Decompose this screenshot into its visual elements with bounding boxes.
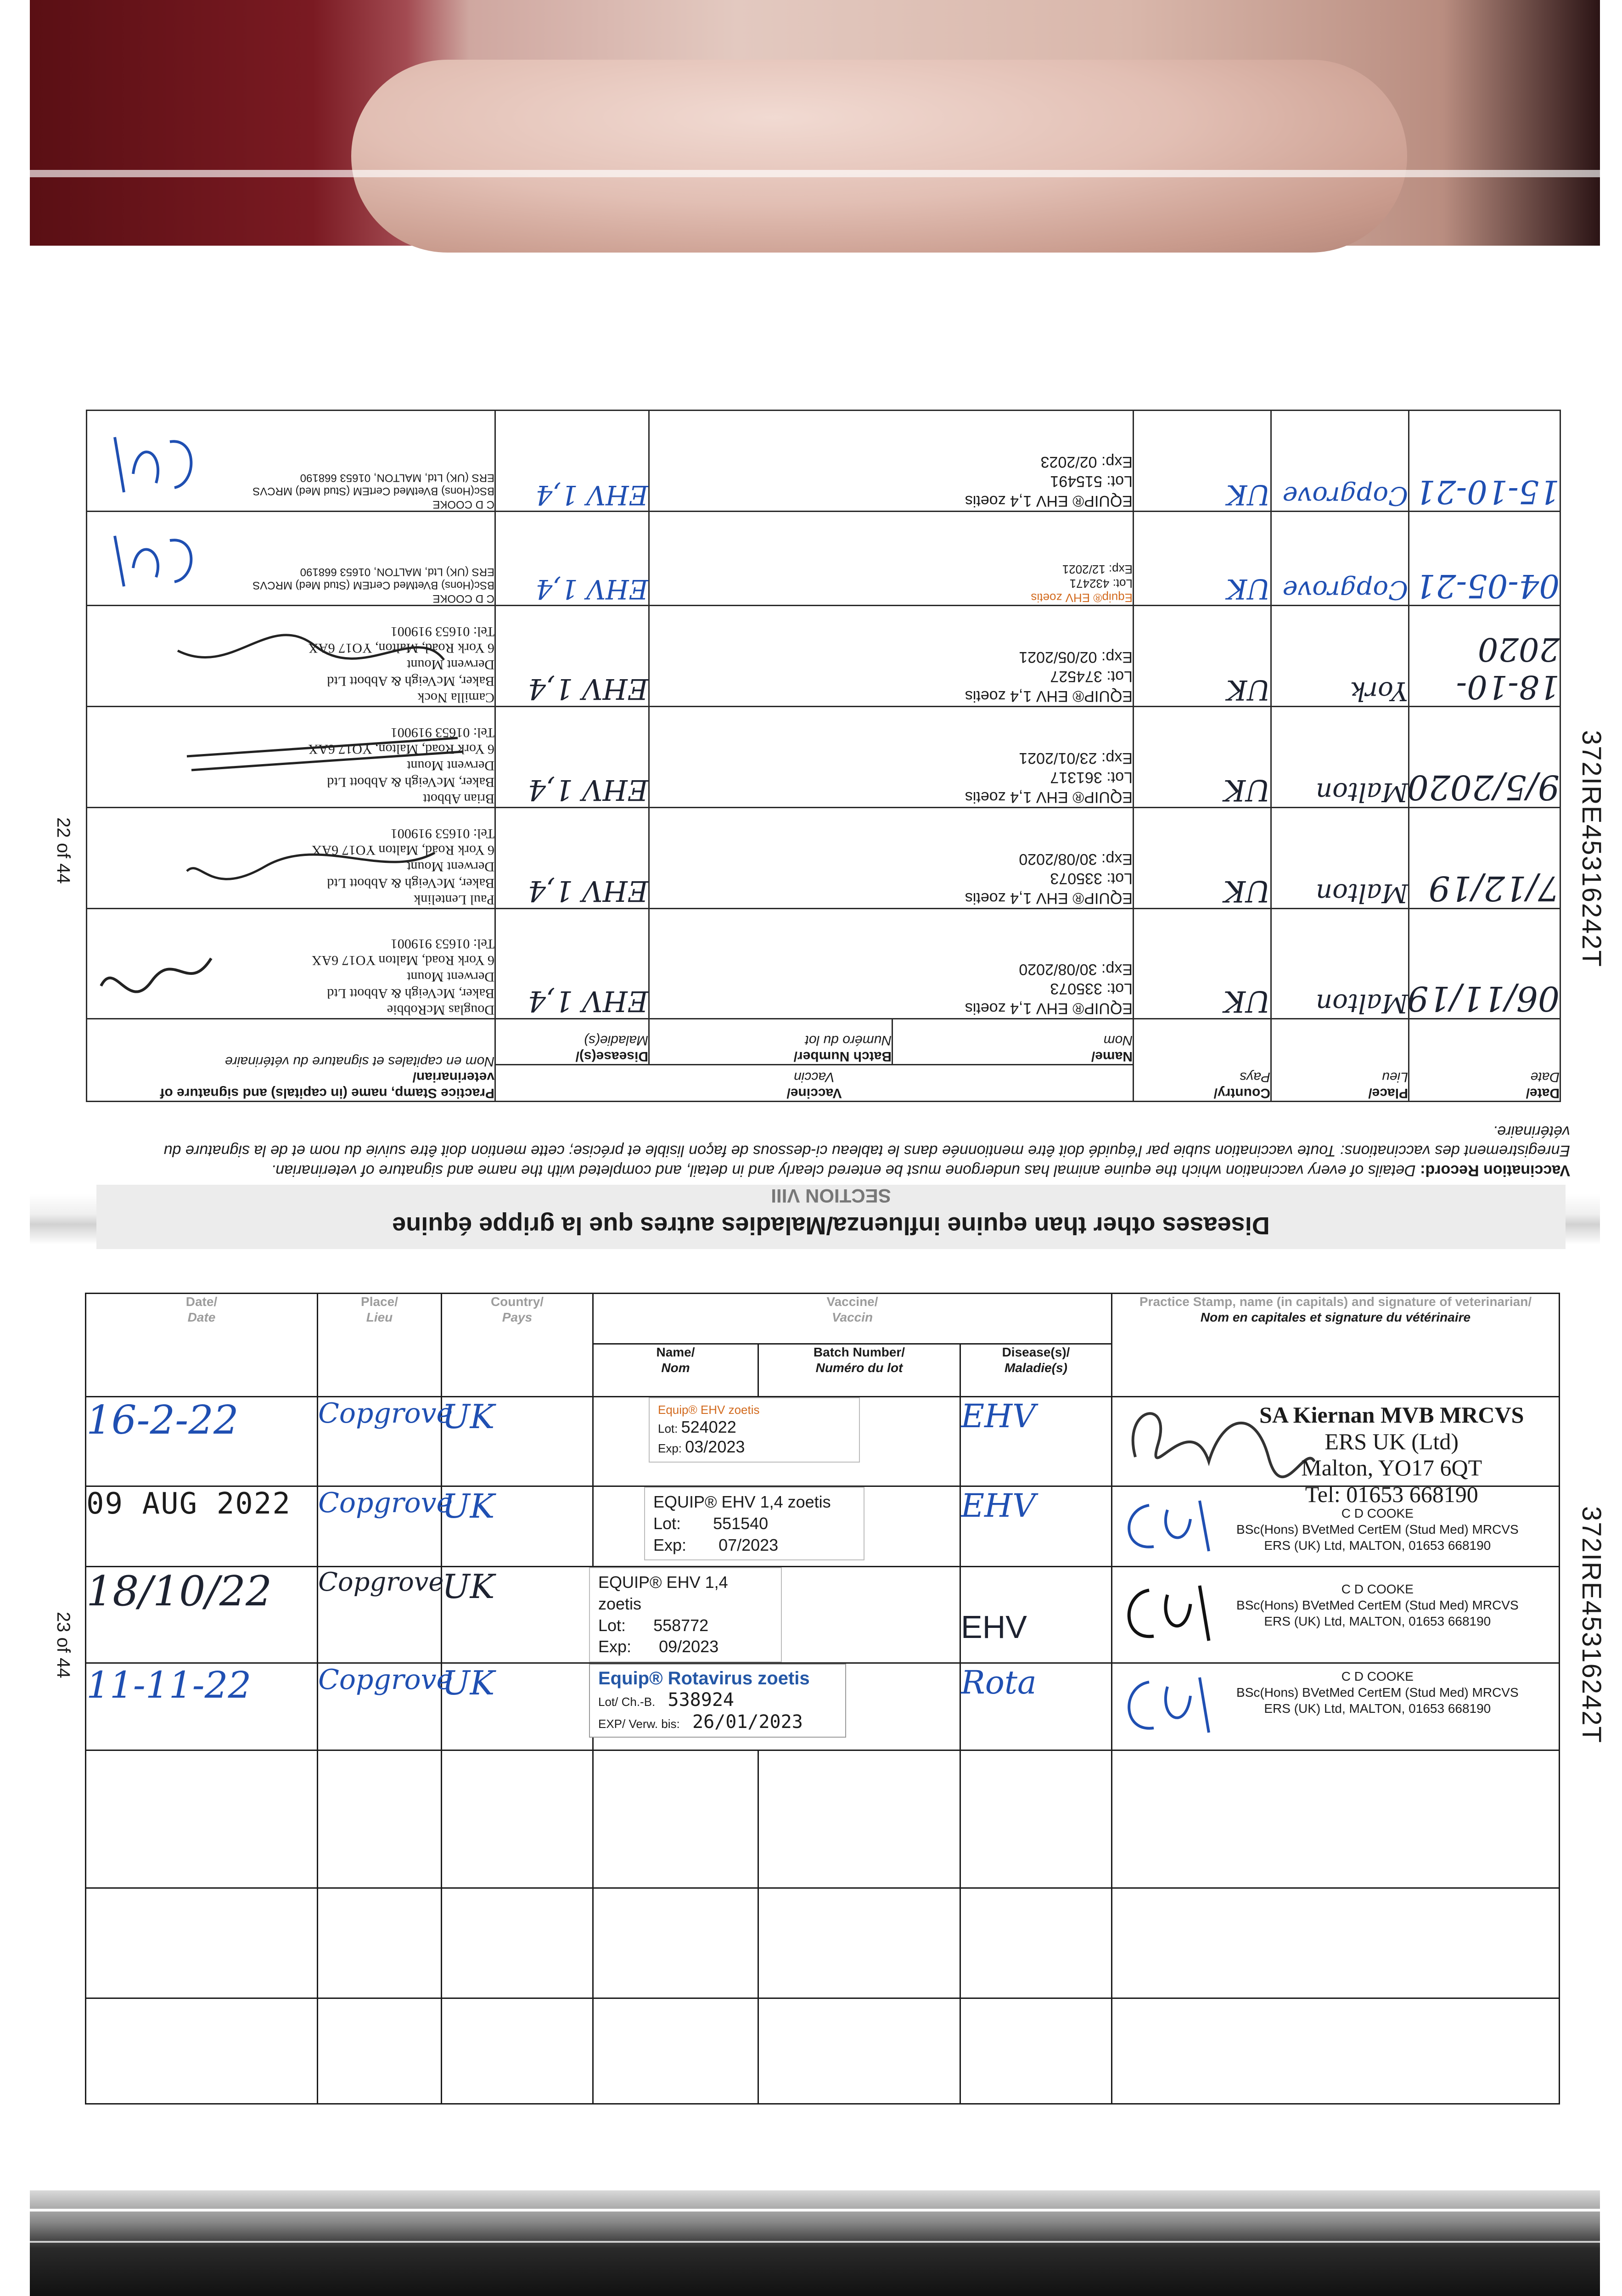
lot-label: Lot: — [1106, 769, 1133, 787]
header-disease: Disease(s)/ Maladie(s) — [960, 1344, 1112, 1397]
vet-stamp — [87, 707, 495, 808]
cell-disease: EHV 1,4 — [495, 808, 649, 909]
lot-number: 432471 — [1069, 576, 1110, 591]
exp-date: 30/08/2020 — [1019, 961, 1097, 978]
signature — [101, 428, 202, 501]
vet-stamp — [87, 909, 495, 1019]
header-date: Date/ Date — [1409, 1019, 1560, 1102]
lot-number: 361317 — [1050, 769, 1102, 787]
stamp-line: C D COOKE — [1341, 1582, 1414, 1596]
stamp-line: Derwent Mount — [407, 969, 494, 985]
passport-code-page23: 372IRE45316242T — [1577, 1506, 1606, 1744]
signature — [182, 724, 467, 788]
stamp-line: BSc(Hons) BVetMed CertEM (Stud Med) MRCVS — [1236, 1522, 1519, 1536]
table-row — [86, 1397, 1560, 1486]
cell-country: UK — [1134, 808, 1271, 909]
cell-date: 18-10-2020 — [1409, 606, 1560, 707]
cell-place: York — [1271, 606, 1409, 707]
cell-place: Copgrove — [1271, 512, 1409, 606]
cell-place: Malton — [1271, 808, 1409, 909]
signature — [1117, 1491, 1223, 1560]
exp-label: Exp: — [658, 1441, 682, 1456]
stamp-line: Malton, YO17 6QT — [1301, 1455, 1482, 1480]
table-row — [87, 707, 1560, 808]
stamp-line: ERS (UK) Ltd, MALTON, 01653 668190 — [1264, 1614, 1491, 1628]
cell-date: 09 AUG 2022 — [86, 1486, 318, 1567]
cell-disease: EHV — [960, 1486, 1112, 1567]
stamp-line: ERS (UK) Ltd, MALTON, 01653 668190 — [300, 566, 494, 579]
exp-label: Exp: — [1101, 749, 1133, 767]
cell-place: Copgrove — [318, 1663, 442, 1750]
cell-date: 15-10-21 — [1409, 411, 1560, 512]
lot-label: Lot: — [598, 1615, 626, 1635]
stamp-line: ERS (UK) Ltd, MALTON, 01653 668190 — [1264, 1538, 1491, 1553]
header-country: Country/ Pays — [1134, 1019, 1271, 1102]
header-date: Date/ Date — [86, 1294, 318, 1397]
vaccination-record-caption — [101, 1093, 1570, 1180]
vaccine-sticker — [649, 909, 1134, 1019]
bottom-scan-band — [30, 2190, 1600, 2296]
exp-label: EXP/ Verw. bis: — [598, 1717, 680, 1731]
stamp-line: Baker, McVeigh & Abbott Ltd — [327, 674, 494, 689]
signature — [182, 830, 439, 885]
vet-stamp — [1112, 1486, 1560, 1567]
header-batch: Batch Number/ Numéro du lot — [758, 1344, 960, 1397]
vet-stamp — [1112, 1663, 1560, 1750]
vaccine-sticker — [649, 707, 1134, 808]
stamp-line: ERS (UK) Ltd, MALTON, 01653 668190 — [300, 472, 494, 484]
cell-country: UK — [442, 1397, 593, 1486]
stamp-line: Tel: 01653 919001 — [390, 826, 494, 841]
cell-disease: EHV — [960, 1567, 1112, 1663]
header-vaccine: Vaccine/ Vaccin — [495, 1065, 1134, 1102]
lot-number: 515491 — [1050, 473, 1102, 490]
stamp-line: 6 York Road, Malton, YO17 6AX — [308, 641, 494, 656]
table-row-empty — [86, 1998, 1560, 2104]
exp-label: Exp: — [653, 1535, 687, 1554]
vaccine-sticker — [593, 1397, 960, 1486]
signature — [101, 527, 202, 596]
lot-label: Lot: — [1106, 668, 1133, 686]
table-row — [86, 1486, 1560, 1567]
top-photo-band — [30, 0, 1600, 246]
header-place: Place/ Lieu — [1271, 1019, 1409, 1102]
exp-label: Exp: — [1101, 648, 1133, 666]
table-row — [87, 808, 1560, 909]
stamp-line: Douglas McRobbie — [387, 1002, 494, 1018]
vet-stamp — [1112, 1397, 1560, 1507]
cell-country: UK — [1134, 606, 1271, 707]
exp-label: Exp: — [1108, 562, 1133, 576]
header-batch: Batch Number/ Numéro du lot — [649, 1019, 892, 1065]
vet-stamp — [87, 808, 495, 909]
vet-stamp — [87, 512, 495, 606]
cell-date: 7/12/19 — [1409, 808, 1560, 909]
stamp-line: ERS (UK) Ltd, MALTON, 01653 668190 — [1264, 1701, 1491, 1716]
stamp-line: Paul Lentelink — [414, 892, 494, 907]
header-name: Name/ Nom — [892, 1019, 1134, 1065]
exp-date: 02/05/2021 — [1019, 648, 1097, 666]
stamp-line: Brian Abbott — [423, 791, 494, 806]
stamp-line: Camilla Nock — [417, 690, 494, 705]
cell-disease: EHV 1,4 — [495, 909, 649, 1019]
vaccine-sticker — [649, 808, 1134, 909]
cell-date: 04-05-21 — [1409, 512, 1560, 606]
vaccination-table-page22 — [86, 410, 1561, 1102]
lot-number: 538924 — [668, 1689, 735, 1711]
vaccine-name: Equip® Rotavirus zoetis — [598, 1668, 810, 1689]
vaccine-sticker — [649, 606, 1134, 707]
exp-date: 23/01/2021 — [1019, 749, 1097, 767]
stamp-line: Derwent Mount — [407, 859, 494, 874]
stamp-line: BSc(Hons) BVetMed CertEM (Stud Med) MRCVS — [1236, 1685, 1519, 1700]
header-vaccine: Vaccine/ Vaccin — [593, 1294, 1112, 1344]
signature — [168, 619, 453, 687]
table-row — [87, 606, 1560, 707]
header-place: Place/ Lieu — [318, 1294, 442, 1397]
lot-number: 335073 — [1050, 980, 1102, 998]
cell-country: UK — [1134, 909, 1271, 1019]
exp-date: 30/08/2020 — [1019, 850, 1097, 868]
header-vet: Practice Stamp, name (in capitals) and signature of veterinarian/ Nom en capitales et signature du vétérinaire — [87, 1019, 495, 1102]
page-number-22: 22 of 44 — [53, 817, 73, 884]
stamp-line: Derwent Mount — [407, 758, 494, 773]
exp-label: Exp: — [1101, 850, 1133, 868]
vaccine-name: EQUIP® EHV 1,4 zoetis — [965, 889, 1133, 907]
lot-number: 551540 — [713, 1514, 769, 1533]
stamp-line: ERS UK (Ltd) — [1325, 1428, 1459, 1454]
exp-date: 07/2023 — [718, 1535, 779, 1554]
stamp-line: 6 York Road, Malton YO17 6AX — [311, 843, 494, 858]
page-23-table-area — [85, 1293, 1559, 2193]
section-title: Diseases other than equine influenza/Maladies autres que la grippe équine — [392, 1212, 1270, 1239]
stamp-line: 6 York Road, Malton, YO17 6AX — [308, 742, 494, 757]
stamp-line: Tel: 01653 919001 — [390, 725, 494, 740]
cell-place: Copgrove — [1271, 411, 1409, 512]
lot-label: Lot: — [653, 1514, 681, 1533]
lot-label: Lot: — [1106, 473, 1133, 490]
header-name: Name/ Nom — [593, 1344, 758, 1397]
exp-label: Exp: — [1101, 961, 1133, 978]
vaccine-sticker — [593, 1567, 960, 1663]
lot-number: 335073 — [1050, 870, 1102, 888]
table-row-empty — [86, 1888, 1560, 1998]
section-heading — [96, 1185, 1566, 1249]
stamp-line: C D COOKE — [1341, 1506, 1414, 1520]
vaccine-name: EQUIP® EHV 1,4 zoetis — [965, 1000, 1133, 1017]
header-vet: Practice Stamp, name (in capitals) and signature of veterinarian/ Nom en capitales et signature du vétérinaire — [1112, 1294, 1560, 1397]
cell-disease: EHV 1,4 — [495, 606, 649, 707]
vet-stamp — [87, 606, 495, 707]
stamp-line: Baker, McVeigh & Abbott Ltd — [327, 876, 494, 891]
stamp-line: C D COOKE — [1341, 1669, 1414, 1684]
exp-date: 09/2023 — [659, 1637, 719, 1656]
lot-label: Lot: — [1112, 576, 1133, 591]
cell-place: Copgrove — [318, 1567, 442, 1663]
cell-disease: Rota — [960, 1663, 1112, 1750]
cell-disease: EHV — [960, 1397, 1112, 1486]
cell-date: 11-11-22 — [86, 1663, 318, 1750]
vaccine-name: EQUIP® EHV 1,4 zoetis — [653, 1492, 831, 1511]
finger-photo — [351, 60, 1407, 253]
stamp-line: Tel: 01653 668190 — [1305, 1481, 1478, 1507]
table-row — [86, 1663, 1560, 1750]
cell-place: Copgrove — [318, 1397, 442, 1486]
cell-date: 18/10/22 — [86, 1567, 318, 1663]
cell-place: Malton — [1271, 707, 1409, 808]
glare-line — [30, 170, 1600, 177]
caption-fr: Enregistrement des vaccinations: Toute vaccination subie par l'équidé doit être mentionnée dans le tableau ci-dessous de façon lisible et précise; cette mention doit être suivie du nom et de la signature du vétérinaire. — [163, 1123, 1570, 1160]
stamp-line: SA Kiernan MVB MRCVS — [1259, 1402, 1524, 1428]
cell-country: UK — [1134, 707, 1271, 808]
vaccine-sticker — [649, 411, 1134, 512]
stamp-line: C D COOKE — [432, 592, 494, 605]
cell-disease: EHV 1,4 — [495, 512, 649, 606]
vaccine-sticker — [593, 1663, 960, 1750]
stamp-line: Tel: 01653 919001 — [390, 624, 494, 639]
stamp-line: Baker, McVeigh & Abbott Ltd — [327, 986, 494, 1001]
vaccine-name: EQUIP® EHV 1,4 zoetis — [965, 687, 1133, 705]
stamp-line: BSc(Hons) BVetMed CertEM (Stud Med) MRCVS — [253, 579, 494, 592]
cell-country: UK — [442, 1486, 593, 1567]
signature — [96, 945, 216, 1000]
vaccine-name: EQUIP® EHV 1,4 zoetis — [598, 1573, 728, 1613]
caption-en: Details of every vaccination which the equine animal has undergone must be entered clearly and in detail, and completed with the name and signature of veterinarian. — [271, 1162, 1416, 1179]
stamp-line: BSc(Hons) BVetMed CertEM (Stud Med) MRCVS — [253, 485, 494, 498]
vaccine-name: Equip® EHV zoetis — [1031, 591, 1133, 605]
vaccine-sticker — [649, 512, 1134, 606]
lot-number: 374527 — [1050, 668, 1102, 686]
stamp-line: Tel: 01653 919001 — [390, 936, 494, 951]
vet-stamp — [1112, 1567, 1560, 1663]
vet-stamp — [87, 411, 495, 512]
cell-country: UK — [442, 1663, 593, 1750]
lot-label: Lot: — [1106, 980, 1133, 998]
table-row — [87, 411, 1560, 512]
exp-date: 02/2023 — [1040, 453, 1097, 471]
cell-date: 16-2-22 — [86, 1397, 318, 1486]
cell-place: Malton — [1271, 909, 1409, 1019]
stamp-line: C D COOKE — [432, 498, 494, 511]
exp-label: Exp: — [1101, 453, 1133, 471]
page-22-table-area — [87, 333, 1561, 1102]
table-row-empty — [86, 1750, 1560, 1888]
scan-line — [30, 2209, 1600, 2212]
table-row — [87, 909, 1560, 1019]
page-number-23: 23 of 44 — [53, 1612, 73, 1678]
stamp-line: Derwent Mount — [407, 657, 494, 672]
scan-line — [30, 2241, 1600, 2243]
cell-place: Copgrove — [318, 1486, 442, 1567]
exp-date: 12/2021 — [1062, 562, 1106, 576]
stamp-line: BSc(Hons) BVetMed CertEM (Stud Med) MRCVS — [1236, 1598, 1519, 1612]
lot-label: Lot: — [1106, 870, 1133, 888]
vaccine-name: EQUIP® EHV 1,4 zoetis — [965, 788, 1133, 806]
vaccination-table-page23 — [85, 1293, 1560, 2105]
exp-label: Exp: — [598, 1637, 632, 1656]
lot-number: 524022 — [681, 1418, 736, 1437]
cell-country: UK — [1134, 512, 1271, 606]
table-row — [87, 512, 1560, 606]
vaccine-sticker — [593, 1486, 960, 1567]
stamp-line: Baker, McVeigh & Abbott Ltd — [327, 775, 494, 790]
exp-date: 03/2023 — [685, 1437, 745, 1457]
cell-country: UK — [442, 1567, 593, 1663]
cell-date: 06/11/19 — [1409, 909, 1560, 1019]
lot-number: 558772 — [653, 1615, 709, 1635]
cell-disease: EHV 1,4 — [495, 411, 649, 512]
cell-date: 9/5/2020 — [1409, 707, 1560, 808]
section-number: SECTION VIII — [771, 1185, 891, 1207]
table-row — [86, 1567, 1560, 1663]
signature — [1117, 1668, 1232, 1742]
signature — [1117, 1576, 1227, 1650]
lot-label: Lot: — [658, 1422, 678, 1436]
stamp-line: 6 York Road, Malton YO17 6AX — [311, 953, 494, 968]
vaccine-name: Equip® EHV zoetis — [658, 1403, 760, 1417]
exp-date: 26/01/2023 — [692, 1711, 803, 1733]
header-country: Country/ Pays — [442, 1294, 593, 1397]
passport-code-page22: 372IRE453162​42T — [1577, 730, 1606, 968]
vaccine-name: EQUIP® EHV 1,4 zoetis — [965, 492, 1133, 510]
header-disease: Disease(s)/ Maladie(s) — [495, 1019, 649, 1065]
cell-disease: EHV 1,4 — [495, 707, 649, 808]
lot-label: Lot/ Ch.-B. — [598, 1695, 656, 1709]
caption-title: Vaccination Record: — [1420, 1162, 1570, 1179]
cell-country: UK — [1134, 411, 1271, 512]
